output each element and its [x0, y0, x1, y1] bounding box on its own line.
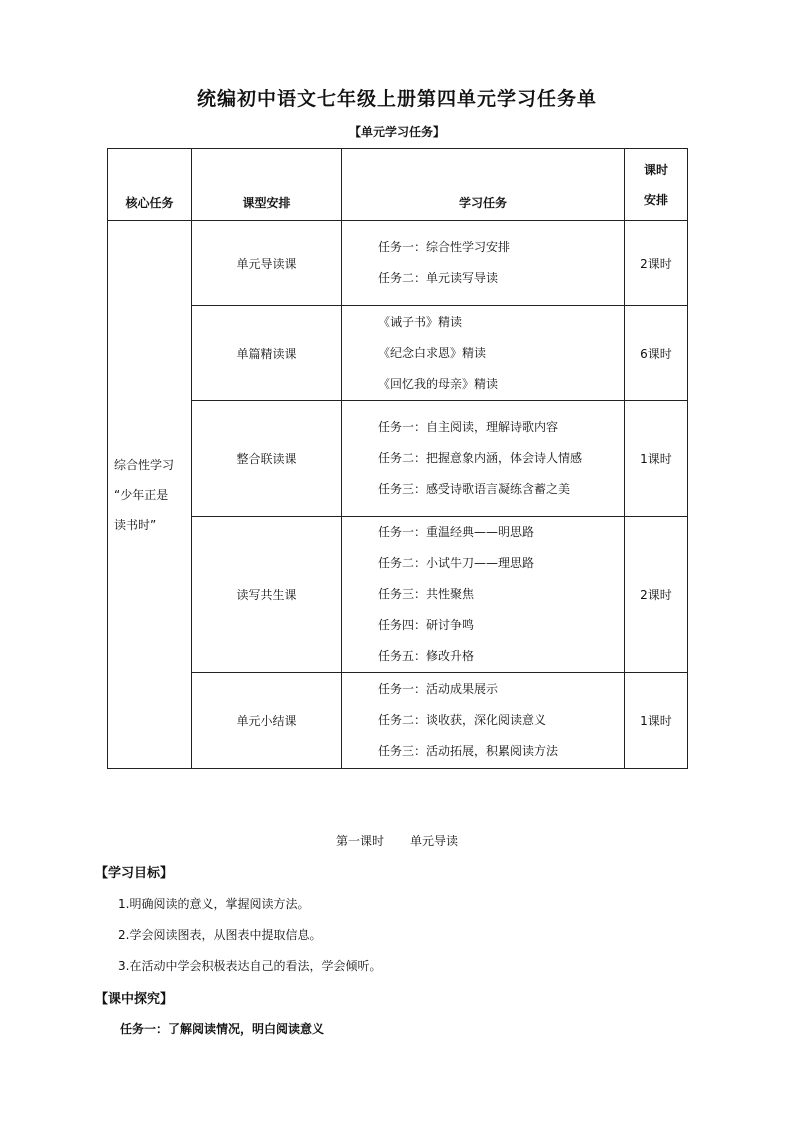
document-title: 统编初中语文七年级上册第四单元学习任务单: [196, 88, 597, 110]
task-item: 任务五：修改升格: [378, 649, 475, 663]
unit-tasks-subtitle: 【单元学习任务】: [348, 125, 445, 139]
hours-cell: 1课时: [625, 673, 688, 769]
core-task-line: 综合性学习: [114, 457, 175, 472]
task-item: 任务三：感受诗歌语言凝练含蓄之美: [378, 482, 571, 496]
learning-tasks-cell: [342, 401, 625, 517]
task-item: 任务二：小试牛刀——理思路: [378, 556, 535, 570]
header-lesson-type: 课型安排: [192, 149, 342, 221]
task-item: 任务三：活动拓展，积累阅读方法: [378, 744, 559, 758]
task-item: 《回忆我的母亲》精读: [378, 376, 499, 391]
lesson-type-cell: 整合联读课: [192, 401, 342, 517]
task-item: 任务二：单元读写导读: [378, 271, 499, 285]
hours-cell: 2课时: [625, 517, 688, 673]
table-row: [108, 306, 688, 401]
task-item: 任务一：综合性学习安排: [378, 240, 511, 254]
learning-tasks-cell: [342, 221, 625, 306]
goal-item: 3.在活动中学会积极表达自己的看法，学会倾听。: [118, 959, 382, 973]
lesson-type-cell: 单元小结课: [192, 673, 342, 769]
hours-cell: 6课时: [625, 306, 688, 401]
explore-heading: 【课中探究】: [95, 992, 174, 1007]
hours-cell: 1课时: [625, 401, 688, 517]
task-item: 任务四：研讨争鸣: [378, 618, 475, 632]
task-one-line: 任务一：了解阅读情况，明白阅读意义: [120, 1022, 325, 1036]
table-header-row: [108, 149, 688, 221]
header-hours-line1: 课时: [643, 162, 668, 177]
table-row: [108, 517, 688, 673]
task-item: 任务一：重温经典——明思路: [378, 525, 535, 539]
lesson-type-cell: 读写共生课: [192, 517, 342, 673]
task-item: 《纪念白求恩》精读: [378, 345, 487, 360]
task-item: 任务二：把握意象内涵，体会诗人情感: [378, 451, 583, 465]
table-row: [108, 401, 688, 517]
table-row: [108, 673, 688, 769]
learning-tasks-cell: [342, 673, 625, 769]
header-learning-tasks: 学习任务: [342, 149, 625, 221]
header-hours-line2: 安排: [643, 192, 668, 207]
goal-item: 1.明确阅读的意义，掌握阅读方法。: [118, 897, 310, 911]
learning-tasks-cell: [342, 306, 625, 401]
table-row: [108, 221, 688, 306]
core-task-cell: [108, 221, 192, 769]
task-item: 任务二：谈收获，深化阅读意义: [378, 713, 547, 727]
hours-cell: 2课时: [625, 221, 688, 306]
lesson-type-cell: 单元导读课: [192, 221, 342, 306]
learning-tasks-cell: [342, 517, 625, 673]
task-item: 任务三：共性聚焦: [378, 587, 475, 601]
lesson-type-cell: 单篇精读课: [192, 306, 342, 401]
lesson-title-right: 单元导读: [410, 834, 459, 848]
core-task-line: 读书时”: [114, 517, 157, 532]
goal-item: 2.学会阅读图表，从图表中提取信息。: [118, 928, 322, 942]
goals-heading: 【学习目标】: [95, 866, 174, 881]
unit-plan-table: [107, 148, 688, 769]
header-hours: [625, 149, 688, 221]
task-item: 任务一：活动成果展示: [378, 682, 499, 696]
header-core-task: 核心任务: [108, 149, 192, 221]
task-item: 任务一：自主阅读，理解诗歌内容: [378, 420, 559, 434]
lesson-title: [0, 832, 794, 849]
core-task-line: “少年正是: [114, 487, 169, 502]
task-item: 《诫子书》精读: [378, 314, 463, 329]
lesson-title-left: 第一课时: [335, 834, 384, 848]
